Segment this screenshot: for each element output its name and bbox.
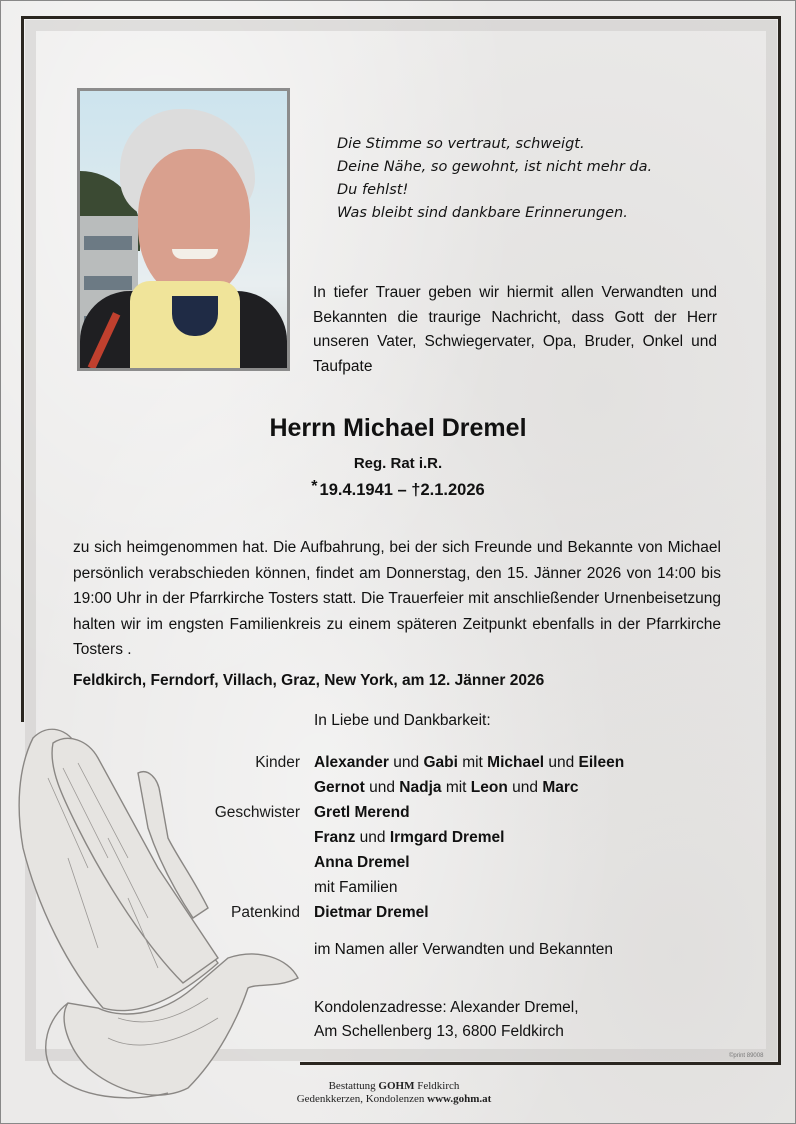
- mourner-names: [314, 754, 624, 772]
- poem-line: Du fehlst!: [337, 182, 409, 198]
- love-line: In Liebe und Dankbarkeit:: [314, 712, 491, 729]
- mourner-name: Irmgard Dremel: [389, 829, 505, 846]
- connector-text: mit Familien: [314, 879, 398, 896]
- poem: [337, 133, 652, 225]
- mourner-name: Gernot: [314, 779, 365, 796]
- mourner-name: Dietmar Dremel: [314, 904, 429, 921]
- announcement-intro: In tiefer Trauer geben wir hiermit allen Verwandten und Bekannten die traurige Nachricht, dass Gott der Herr unseren Vater, Schwiegervater, Opa, Bruder, Onkel und Taufpate: [313, 284, 717, 375]
- frame-border-bottom: [300, 1062, 781, 1065]
- date-separator: –: [397, 481, 407, 499]
- mourner-names: [314, 879, 398, 897]
- mourner-names: [314, 804, 410, 822]
- address-line: Am Schellenberg 13, 6800 Feldkirch: [314, 1023, 564, 1040]
- mourner-name: Michael: [487, 754, 545, 771]
- connector-text: mit: [441, 779, 471, 796]
- mourner-name: Gretl Merend: [314, 804, 410, 821]
- connector-text: und: [355, 829, 390, 846]
- connector-text: und: [507, 779, 543, 796]
- funeral-home-footer: [0, 1080, 796, 1106]
- service-details: zu sich heimgenommen hat. Die Aufbahrung, bei der sich Freunde und Bekannte von Michael persönlich verabschieden können, findet am Donnerstag, den 15. Jänner 2026 von 14:00 bis 19:00 Uhr in der Pfarrkirche Tosters statt. Die Trauerfeier mit anschließender Urnenbeisetzung halten wir im engsten Familienkreis zu einem späteren Zeitpunkt ebenfalls in der Pfarrkirche Tosters .: [73, 539, 721, 659]
- closing-line: im Namen aller Verwandten und Bekannten: [314, 941, 613, 958]
- connector-text: und: [544, 754, 579, 771]
- mourner-names: [314, 829, 504, 847]
- praying-hands-icon: [8, 718, 308, 1108]
- relation-label: Patenkind: [231, 904, 300, 921]
- birth-star-icon: *: [311, 478, 318, 495]
- poem-line: Deine Nähe, so gewohnt, ist nicht mehr da.: [337, 159, 653, 175]
- poem-line: Die Stimme so vertraut, schweigt.: [337, 136, 585, 152]
- birth-date: 19.4.1941: [319, 481, 393, 499]
- mourner-names: [314, 854, 410, 872]
- frame-border-right: [778, 16, 781, 1065]
- mourner-name: Nadja: [399, 779, 442, 796]
- photo-undershirt: [172, 296, 218, 336]
- place-and-date: Feldkirch, Ferndorf, Villach, Graz, New York, am 12. Jänner 2026: [73, 672, 545, 689]
- mourner-name: Franz: [314, 829, 356, 846]
- mourner-name: Eileen: [578, 754, 625, 771]
- mourner-names: [314, 904, 429, 922]
- death-cross-icon: †: [411, 481, 421, 499]
- footer-line-1: Bestattung GOHM Feldkirch: [328, 1080, 460, 1092]
- mourner-name: Marc: [542, 779, 579, 796]
- photo-face: [138, 149, 250, 299]
- connector-text: und: [388, 754, 424, 771]
- copyright-mark: ©print 89008: [729, 1053, 764, 1059]
- death-date: 2.1.2026: [420, 481, 485, 499]
- mourner-name: Alexander: [314, 754, 389, 771]
- funeral-home-name: GOHM: [378, 1080, 415, 1092]
- footer-line-2: Gedenkkerzen, Kondolenzen www.gohm.at: [296, 1093, 492, 1105]
- portrait-photo: [77, 88, 290, 371]
- address-line: Kondolenzadresse: Alexander Dremel,: [314, 999, 579, 1016]
- funeral-home-website-link[interactable]: www.gohm.at: [427, 1093, 492, 1105]
- connector-text: mit: [457, 754, 488, 771]
- deceased-title: Reg. Rat i.R.: [353, 455, 443, 472]
- relation-label: Kinder: [255, 754, 300, 771]
- photo-smile: [172, 249, 218, 259]
- mourner-name: Leon: [470, 779, 508, 796]
- mourner-name: Gabi: [423, 754, 458, 771]
- deceased-name: Herrn Michael Dremel: [269, 414, 527, 442]
- life-dates: [0, 478, 796, 500]
- frame-border-top: [21, 16, 781, 19]
- mourner-names: [314, 779, 579, 797]
- connector-text: und: [364, 779, 400, 796]
- relation-label: Geschwister: [214, 804, 300, 821]
- poem-line: Was bleibt sind dankbare Erinnerungen.: [337, 205, 628, 221]
- mourner-name: Anna Dremel: [314, 854, 410, 871]
- frame-border-left: [21, 16, 24, 722]
- condolence-address: [314, 996, 579, 1044]
